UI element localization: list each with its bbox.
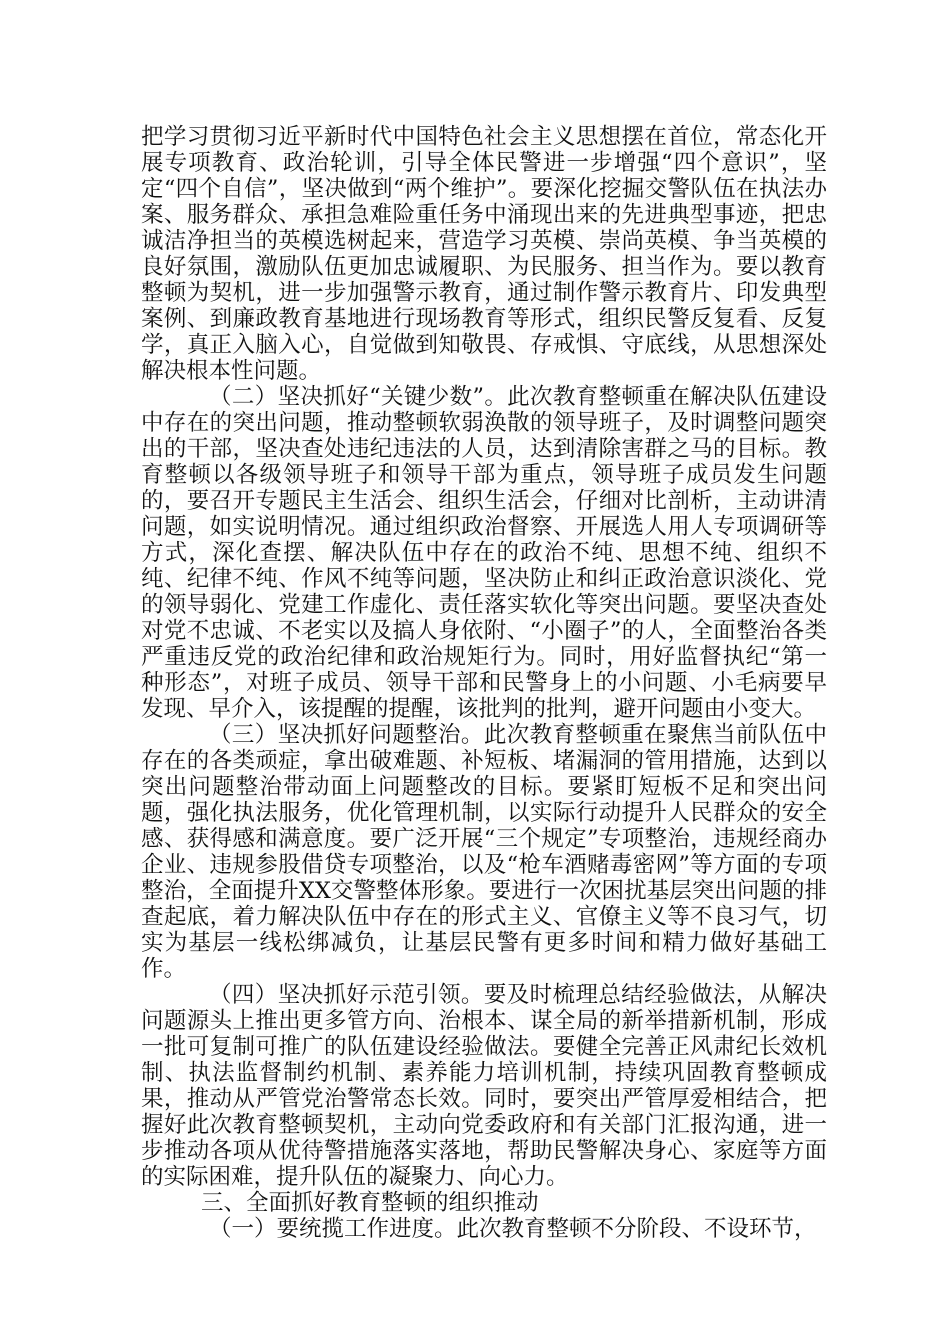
body-paragraph-1: 把学习贯彻习近平新时代中国特色社会主义思想摆在首位，常态化开展专项教育、政治轮训，引导全体民警进一步增强“四个意识”，坚定“四个自信”，坚决做到“两个维护”。要深化挖掘交警队伍在执法办案、服务群众、承担急难险重任务中涌现出来的先进典型事迹，把忠诚洁净担当的英模选树起来，营造学习英模、崇尚英模、争当英模的良好氛围，激励队伍更加忠诚履职、为民服务、担当作为。要以教育整顿为契机，进一步加强警示教育，通过制作警示教育片、印发典型案例、到廉政教育基地进行现场教育等形式，组织民警反复看、反复学，真正入脑入心，自觉做到知敬畏、存戒惧、守底线，从思想深处解决根本性问题。 bbox=[141, 124, 827, 384]
document-body bbox=[141, 124, 827, 1242]
section-paragraph-key-minority: （二）坚决抓好“关键少数”。此次教育整顿重在解决队伍建设中存在的突出问题，推动整顿软弱涣散的领导班子，及时调整问题突出的干部，坚决查处违纪违法的人员，达到清除害群之马的目标。教育整顿以各级领导班子和领导干部为重点，领导班子成员发生问题的，要召开专题民主生活会、组织生活会，仔细对比剖析，主动讲清问题，如实说明情况。通过组织政治督察、开展选人用人专项调研等方式，深化查摆、解决队伍中存在的政治不纯、思想不纯、组织不纯、纪律不纯、作风不纯等问题，坚决防止和纠正政治意识淡化、党的领导弱化、党建工作虚化、责任落实软化等突出问题。要坚决查处对党不忠诚、不老实以及搞人身依附、“小圈子”的人，全面整治各类严重违反党的政治纪律和政治规矩行为。同时，用好监督执纪“第一种形态”，对班子成员、领导干部和民警身上的小问题、小毛病要早发现、早介入，该提醒的提醒，该批判的批判，避开问题由小变大。 bbox=[141, 384, 827, 722]
section-heading-organization: 三、全面抓好教育整顿的组织推动 bbox=[201, 1190, 539, 1216]
section-paragraph-work-progress: （一）要统揽工作进度。此次教育整顿不分阶段、不设环节， bbox=[209, 1216, 817, 1242]
section-paragraph-problem-rectification: （三）坚决抓好问题整治。此次教育整顿重在聚焦当前队伍中存在的各类顽症，拿出破难题、补短板、堵漏洞的管用措施，达到以突出问题整治带动面上问题整改的目标。要紧盯短板不足和突出问题，强化执法服务，优化管理机制，以实际行动提升人民群众的安全感、获得感和满意度。要广泛开展“三个规定”专项整治，违规经商办企业、违规参股借贷专项整治，以及“枪车酒赌毒密网”等方面的专项整治，全面提升XX交警整体形象。要进行一次困扰基层突出问题的排查起底，着力解决队伍中存在的形式主义、官僚主义等不良习气，切实为基层一线松绑减负，让基层民警有更多时间和精力做好基础工作。 bbox=[141, 722, 827, 982]
section-paragraph-demonstration: （四）坚决抓好示范引领。要及时梳理总结经验做法，从解决问题源头上推出更多管方向、治根本、谋全局的新举措新机制，形成一批可复制可推广的队伍建设经验做法。要健全完善正风肃纪长效机制、执法监督制约机制、素养能力培训机制，持续巩固教育整顿成果，推动从严管党治警常态长效。同时，要突出严管厚爱相结合，把握好此次教育整顿契机，主动向党委政府和有关部门汇报沟通，进一步推动各项从优待警措施落实落地，帮助民警解决身心、家庭等方面的实际困难，提升队伍的凝聚力、向心力。 bbox=[141, 982, 827, 1190]
